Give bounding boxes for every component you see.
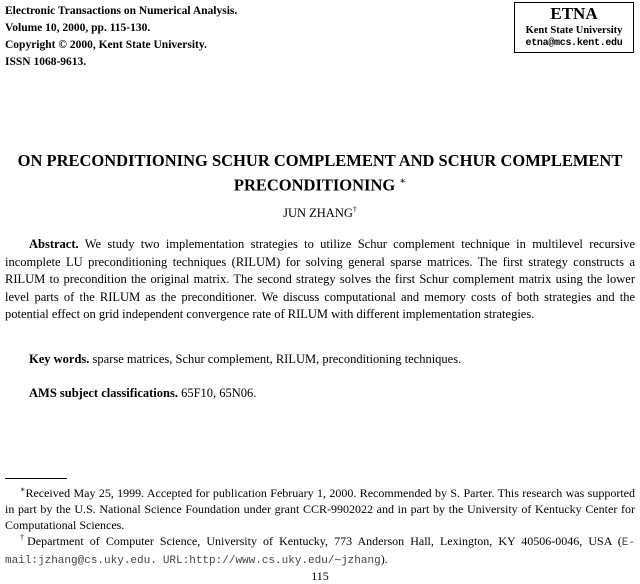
keywords-text: sparse matrices, Schur complement, RILUM, preconditioning techniques. (92, 352, 462, 366)
ams-label: AMS subject classifications. (29, 386, 178, 400)
keywords-label: Key words. (29, 352, 90, 366)
footnote2-close: ). (380, 552, 388, 566)
etna-university: Kent State University (525, 25, 623, 36)
ams-text: 65F10, 65N06. (181, 386, 257, 400)
paper-title-line1: ON PRECONDITIONING SCHUR COMPLEMENT AND SCHUR COMPLEMENT (17, 151, 623, 170)
author (0, 205, 640, 221)
abstract (5, 236, 635, 324)
paper-title (0, 150, 640, 196)
journal-name: Electronic Transactions on Numerical Analysis. (5, 5, 238, 17)
etna-email: etna@mcs.kent.edu (525, 38, 623, 49)
title-footnote-mark: ∗ (399, 176, 407, 187)
keywords (29, 352, 461, 367)
footnote2-text: Department of Computer Science, University of Kentucky, 773 Anderson Hall, Lexington, KY 40506-0046, USA ( (27, 534, 622, 548)
page-number: 115 (311, 569, 329, 583)
footnote-rule (5, 478, 67, 479)
journal-volume: Volume 10, 2000, pp. 115-130. (5, 22, 151, 34)
footnote-affiliation (5, 530, 635, 569)
etna-title: ETNA (550, 4, 598, 23)
author-footnote-mark: † (352, 205, 357, 214)
journal-copyright: Copyright © 2000, Kent State University. (5, 39, 207, 51)
author-email-link[interactable]: E-mail:jzhang@cs.uky.edu. (5, 537, 635, 567)
paper-title-line2: PRECONDITIONING (233, 175, 396, 195)
abstract-label: Abstract. (29, 237, 79, 251)
footnote1-text: Received May 25, 1999. Accepted for publication February 1, 2000. Recommended by S. Parter. This research was supported in part by the U.S. National Science Foundation under grant CCR-9902022 and in part by the University of Kentucky Center for Computational Sciences. (5, 486, 635, 532)
footnote1-mark: ∗ (20, 485, 26, 494)
ams-classifications (29, 386, 256, 401)
footnote-received (5, 482, 635, 533)
journal-info (5, 3, 237, 71)
etna-header-box (514, 2, 634, 53)
footnote2-mark: † (20, 533, 28, 542)
author-name: JUN ZHANG (283, 206, 353, 221)
journal-issn: ISSN 1068-9613. (5, 56, 87, 68)
author-url-link[interactable]: URL:http://www.cs.uky.edu/∼jzhang (162, 555, 381, 567)
abstract-text: We study two implementation strategies to utilize Schur complement technique in multilevel recursive incomplete LU preconditioning techniques (RILUM) for solving general sparse matrices. The first strategy constructs a RILUM to precondition the original matrix. The second strategy solves the first Schur complement matrix using the lower level parts of the RILUM as the preconditioner. We discuss computational and memory costs of both strategies and the potential effect on grid independent convergence rate of RILUM with different implementation strategies. (5, 237, 635, 321)
